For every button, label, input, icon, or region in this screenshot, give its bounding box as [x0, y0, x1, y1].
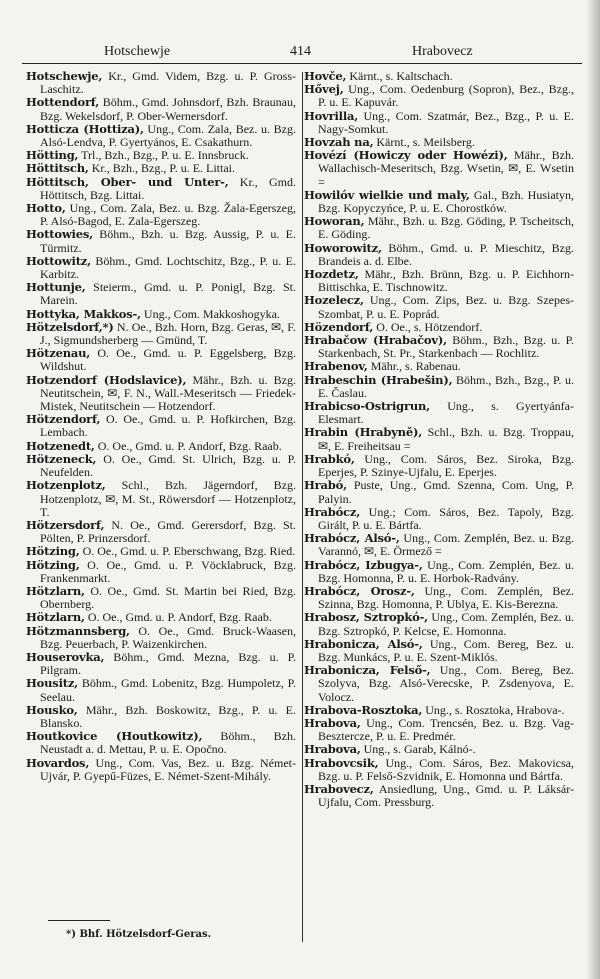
entry-description: Mähr., Bzh. Boskowitz, Bzg., P. u. E. Blansko.: [40, 702, 296, 730]
gazetteer-entry: [304, 400, 574, 426]
gazetteer-entry: [304, 149, 574, 189]
entry-description: Ung., s. Garab, Kálnó-.: [360, 742, 476, 757]
entry-headword: Hrabačow (Hrabačov),: [304, 333, 447, 348]
entry-description: Trl., Bzh., Bzg., P. u. E. Innsbruck.: [78, 148, 249, 163]
gazetteer-entry: [304, 110, 574, 136]
entry-headword: Houserovka,: [26, 649, 105, 664]
entry-headword: Hötzing,: [26, 557, 80, 572]
entry-headword: Hrabenov,: [304, 359, 368, 374]
entry-description: Ung., Com. Vas, Bez. u. Bzg. Német-Ujvár, P. Gyepű-Füzes, E. Német-Szent-Mihály.: [40, 755, 296, 783]
gazetteer-entry: [26, 519, 296, 545]
entry-description: Ung., Com. Bereg, Bez. Szolyva, Bzg. Alsó-Verecske, P. Zsdenyova, E. Volocz.: [318, 663, 575, 704]
entry-description: O. Oe., Gmd. u. P. Eberschwang, Bzg. Ried.: [79, 544, 296, 559]
entry-headword: Hovézí (Howiczy oder Howézi),: [304, 148, 508, 163]
gazetteer-entry: [26, 374, 296, 414]
entry-headword: Hovče,: [304, 69, 347, 83]
entry-headword: Hözendorf,: [304, 319, 374, 334]
entry-description: Ung., Com. Sáros, Bez. Makovicsa, Bzg. u. P. Felső-Szvidnik, E. Homonna und Bártfa.: [318, 755, 574, 783]
entry-headword: Hrabova,: [304, 715, 361, 730]
gazetteer-entry: [304, 242, 574, 268]
entry-headword: Hötzing,: [26, 544, 80, 559]
entry-headword: Hovrilla,: [304, 108, 359, 123]
entry-description: Ung., Com. Zips, Bez. u. Bzg. Szepes-Szombat, P. u. E. Poprád.: [318, 293, 574, 321]
gazetteer-entry: [26, 176, 296, 202]
entry-description: Mähr., s. Rabenau.: [367, 359, 461, 374]
entry-description: Mähr., Bzh. u. Bzg. Göding, P. Tscheitsch, E. Göding.: [318, 214, 574, 242]
entry-description: Ung.; Com. Sáros, Bez. Tapoly, Bzg. Girált, P. u. E. Bártfa.: [318, 504, 574, 532]
gazetteer-entry: [26, 321, 296, 347]
gazetteer-entry: [26, 559, 296, 585]
entry-headword: Hötting,: [26, 148, 79, 163]
entry-description: Kärnt., s. Kaltschach.: [346, 69, 453, 83]
footnote-rule: [48, 920, 110, 921]
entry-headword: Hotticza (Hottiza),: [26, 121, 144, 136]
gazetteer-entry: [26, 453, 296, 479]
entry-description: Ansiedlung, Ung., Gmd. u. P. Láksár-Ujfalu, Com. Pressburg.: [318, 781, 574, 810]
right-column: [304, 70, 574, 809]
entry-headword: Hrabócz, Orosz-,: [304, 583, 415, 598]
entry-headword: Hrabeschin (Hrabešin),: [304, 372, 453, 387]
gazetteer-entry: [26, 413, 296, 439]
gazetteer-entry: [304, 559, 574, 585]
gazetteer-entry: [304, 374, 574, 400]
entry-headword: Hötzenau,: [26, 346, 91, 361]
entry-headword: Hővej,: [304, 82, 344, 97]
entry-headword: Hrabócz, Izbugya-,: [304, 557, 423, 572]
entry-description: Mähr., Bzh. u. Bzg. Neutitschein, ✉, F. N., Wall.-Meseritsch — Friedek-Mistek, Neutitschein — Hotzendorf.: [40, 372, 296, 414]
entry-headword: Hovardos,: [26, 755, 90, 770]
entry-headword: Hrabonicza, Felső-,: [304, 663, 431, 678]
entry-description: N. Oe., Gmd. Gerersdorf, Bzg. St. Pölten, P. Prinzersdorf.: [40, 517, 296, 546]
gazetteer-entry: [26, 202, 296, 228]
entry-description: Schl., Bzh. u. Bzg. Troppau, ✉, E. Freiheitsau =: [318, 425, 574, 453]
gazetteer-entry: [304, 215, 574, 241]
gazetteer-entry: [304, 664, 574, 704]
gazetteer-entry: [304, 506, 574, 532]
gazetteer-entry: [26, 96, 296, 122]
gazetteer-entry: [26, 479, 296, 519]
gazetteer-entry: [304, 783, 574, 809]
entry-headword: Howorowitz,: [304, 240, 382, 255]
entry-description: O. Oe., Gmd. u. P. Vöcklabruck, Bzg. Frankenmarkt.: [40, 557, 296, 585]
gazetteer-entry: [26, 281, 296, 307]
gazetteer-entry: [26, 123, 296, 149]
entry-description: Mähr., Bzh. Brünn, Bzg. u. P. Eichhorn-Bittischka, E. Tischnowitz.: [318, 267, 574, 295]
entry-headword: Hozdetz,: [304, 267, 359, 282]
entry-description: Böhm., Gmd. u. P. Mieschitz, Bzg. Brandeis a. d. Elbe.: [318, 240, 574, 268]
entry-headword: Hrabó,: [304, 478, 347, 493]
entry-headword: Hötzmannsberg,: [26, 623, 130, 638]
gazetteer-entry: [26, 625, 296, 651]
gazetteer-entry: [26, 255, 296, 281]
entry-description: O. Oe., Gmd. u. P. Andorf, Bzg. Raab.: [94, 438, 282, 453]
entry-description: Böhm., Gmd. Lobenitz, Bzg. Humpoletz, P. Seelau.: [40, 676, 296, 704]
entry-description: O. Oe., Gmd. u. P. Hofkirchen, Bzg. Lembach.: [40, 412, 296, 440]
page-edge-shadow: [586, 0, 600, 979]
page-number: 414: [290, 44, 311, 59]
running-head-first-entry: Hotschewje: [104, 44, 171, 59]
entry-headword: Hötzendorf,: [26, 412, 101, 427]
gazetteer-entry: [304, 334, 574, 360]
entry-description: Kr., Gmd. Höttitsch, Bzg. Littai.: [40, 174, 297, 202]
entry-headword: Hrabkó,: [304, 451, 355, 466]
entry-description: Böhm., Bzh. u. Bzg. Aussig, P. u. E. Türmitz.: [40, 227, 296, 255]
entry-headword: Howilóv wielkie und maly,: [304, 187, 470, 202]
entry-description: Kärnt., s. Meilsberg.: [373, 135, 475, 150]
entry-headword: Hötzelsdorf,*): [26, 319, 114, 334]
entry-headword: Hotzenplotz,: [26, 478, 106, 493]
entry-description: N. Oe., Bzh. Horn, Bzg. Geras, ✉, F. J., Sigmundsherberg — Gmünd, T.: [40, 319, 296, 348]
gazetteer-entry: [26, 347, 296, 373]
entry-headword: Hrabicso-Ostrigrun,: [304, 399, 430, 414]
entry-headword: Höttitsch,: [26, 161, 89, 176]
entry-headword: Hrabosz, Sztropkó-,: [304, 610, 428, 625]
entry-headword: Höttitsch, Ober- und Unter-,: [26, 174, 229, 189]
entry-description: Ung., Com. Zala, Bez. u. Bzg. Žala-Egerszeg, P. Alsó-Bagod, E. Zala-Egerszeg.: [40, 201, 296, 229]
entry-headword: Hottowitz,: [26, 253, 91, 268]
entry-headword: Hrabonicza, Alsó-,: [304, 636, 423, 651]
entry-headword: Housitz,: [26, 676, 78, 691]
entry-description: Ung., Com. Trencsén, Bez. u. Bzg. Vag-Besztercze, P. u. E. Predmér.: [318, 715, 574, 744]
entry-description: Ung., Com. Zemplén, Bez. u. Bzg. Varannó, ✉, E. Örmező =: [318, 531, 575, 559]
entry-description: Ung., Com. Szatmár, Bez., Bzg., P. u. E. Nagy-Somkut.: [318, 108, 574, 136]
gazetteer-entry: [304, 611, 574, 637]
entry-description: Böhm., Gmd. Johnsdorf, Bzh. Braunau, Bzg. Wekelsdorf, P. Ober-Wernersdorf.: [40, 95, 296, 123]
entry-headword: Hotschewje,: [26, 69, 103, 83]
entry-description: Böhm., Gmd. Mezna, Bzg. u. P. Pilgram.: [40, 649, 296, 678]
gazetteer-entry: [304, 638, 574, 664]
entry-description: Steierm., Gmd. u. P. Ponigl, Bzg. St. Marein.: [40, 280, 296, 308]
gazetteer-entry: [304, 294, 574, 320]
entry-description: Kr., Bzh., Bzg., P. u. E. Littai.: [88, 161, 236, 176]
entry-description: Mähr., Bzh. Wallachisch-Meseritsch, Bzg. Wsetin, ✉, E. Wsetin =: [318, 148, 574, 189]
entry-headword: Hotzenedt,: [26, 438, 95, 453]
entry-headword: Hottunje,: [26, 280, 86, 295]
entry-headword: Hötzlarn,: [26, 610, 85, 625]
entry-description: O. Oe., Gmd. u. P. Eggelsberg, Bzg. Wildshut.: [40, 346, 296, 374]
entry-headword: Hottendorf,: [26, 95, 100, 110]
footnote: *) Bhf. Hötzelsdorf-Geras.: [66, 929, 212, 940]
entry-headword: Hozelecz,: [304, 293, 364, 308]
entry-description: Ung., Com. Makkoshogyka.: [140, 306, 280, 321]
entry-headword: Hottyka, Makkos-,: [26, 306, 141, 321]
entry-headword: Housko,: [26, 702, 78, 717]
entry-description: Ung., s. Gyertyánfa-Elesmart.: [318, 399, 574, 427]
column-divider: [302, 72, 303, 942]
entry-headword: Hrabovcsik,: [304, 755, 379, 770]
entry-headword: Hötzlarn,: [26, 583, 85, 598]
entry-description: Ung., Com. Oedenburg (Sopron), Bez., Bzg., P. u. E. Kapuvár.: [318, 82, 574, 110]
entry-description: Ung., Com. Zemplén, Bez. u. Bzg. Sztropkó, P. Kelcse, E. Homonna.: [318, 610, 575, 638]
gazetteer-entry: [26, 730, 296, 756]
entry-description: Ung., Com. Zemplén, Bez. Szinna, Bzg. Homonna, P. Ublya, E. Kis-Berezna.: [318, 583, 574, 612]
gazetteer-entry: [304, 426, 574, 452]
gazetteer-entry: [304, 479, 574, 505]
gazetteer-entry: [304, 189, 574, 215]
gazetteer-entry: [304, 717, 574, 743]
gazetteer-entry: [304, 757, 574, 783]
gazetteer-entry: [26, 70, 296, 96]
entry-headword: Hötzeneck,: [26, 451, 97, 466]
entry-description: O. Oe., Gmd. u. P. Andorf, Bzg. Raab.: [84, 610, 272, 625]
entry-headword: Hrabovecz,: [304, 781, 374, 796]
entry-description: Ung., Com. Zala, Bez. u. Bzg. Alsó-Lendva, P. Gyertyános, E. Csakathurn.: [40, 121, 296, 150]
gazetteer-entry: [26, 585, 296, 611]
entry-description: O. Oe., Gmd. Bruck-Waasen, Bzg. Peuerbach, P. Waizenkirchen.: [40, 623, 296, 651]
gazetteer-entry: [26, 704, 296, 730]
entry-description: Ung., Com. Sáros, Bez. Siroka, Bzg. Eperjes, P. Szinye-Ujfalu, E. Eperjes.: [318, 451, 574, 480]
header-rule: [22, 63, 582, 65]
entry-description: O. Oe., Gmd. St. Martin bei Ried, Bzg. Obernberg.: [40, 583, 296, 612]
entry-description: Ung., Com. Zemplén, Bez. u. Bzg. Homonna, P. u. E. Horbok-Radvány.: [318, 557, 575, 585]
gazetteer-entry: [304, 83, 574, 109]
entry-headword: Hotzendorf (Hodslavice),: [26, 372, 187, 387]
gazetteer-entry: [304, 268, 574, 294]
entry-description: Ung., s. Rosztoka, Hrabova-.: [422, 702, 565, 717]
entry-description: Puste, Ung., Gmd. Szenna, Com. Ung, P. Palyin.: [318, 478, 574, 506]
entry-description: Böhm., Bzh., Bzg. u. P. Starkenbach, St. Pr., Starkenbach — Rochlitz.: [318, 333, 574, 361]
entry-description: Böhm., Gmd. Lochtschitz, Bzg., P. u. E. Karbitz.: [40, 253, 296, 282]
entry-description: Ung., Com. Bereg, Bez. u. Bzg. Munkács, P. u. E. Szent-Miklós.: [318, 636, 575, 664]
entry-description: O. Oe., s. Hötzendorf.: [373, 319, 483, 334]
entry-headword: Howoran,: [304, 214, 365, 229]
left-column: [26, 70, 296, 783]
running-head: [22, 44, 582, 62]
gazetteer-entry: [304, 532, 574, 558]
entry-description: O. Oe., Gmd. St. Ulrich, Bzg. u. P. Neufelden.: [40, 451, 296, 480]
entry-headword: Hrabin (Hrabyně),: [304, 425, 423, 440]
running-head-last-entry: Hrabovecz: [412, 44, 473, 59]
entry-headword: Hovzah na,: [304, 135, 374, 150]
entry-description: Böhm., Bzh. Neustadt a. d. Mettau, P. u. E. Opočno.: [40, 729, 297, 757]
gazetteer-entry: [304, 585, 574, 611]
entry-headword: Hrabócz,: [304, 504, 361, 519]
entry-headword: Hottowies,: [26, 227, 93, 242]
gazetteer-entry: [26, 651, 296, 677]
entry-description: Gal., Bzh. Husiatyn, Bzg. Kopyczyńce, P. u. E. Chorostków.: [318, 187, 574, 216]
entry-description: Kr., Gmd. Videm, Bzg. u. P. Gross-Laschitz.: [40, 69, 296, 97]
entry-description: Böhm., Bzh., Bzg., P. u. E. Časlau.: [318, 372, 575, 400]
gazetteer-entry: [26, 757, 296, 783]
entry-headword: Houtkovice (Houtkowitz),: [26, 729, 203, 744]
entry-headword: Hötzersdorf,: [26, 517, 105, 532]
gazetteer-entry: [26, 228, 296, 254]
gazetteer-entry: [26, 677, 296, 703]
entry-headword: Hotto,: [26, 201, 66, 216]
entry-headword: Hrabova-Rosztoka,: [304, 702, 423, 717]
entry-description: Schl., Bzh. Jägerndorf, Bzg. Hotzenplotz, ✉, M. St., Röwersdorf — Hotzenplotz, T.: [40, 478, 296, 519]
entry-headword: Hrabova,: [304, 742, 361, 757]
gazetteer-entry: [304, 453, 574, 479]
entry-headword: Hrabócz, Alsó-,: [304, 531, 400, 546]
